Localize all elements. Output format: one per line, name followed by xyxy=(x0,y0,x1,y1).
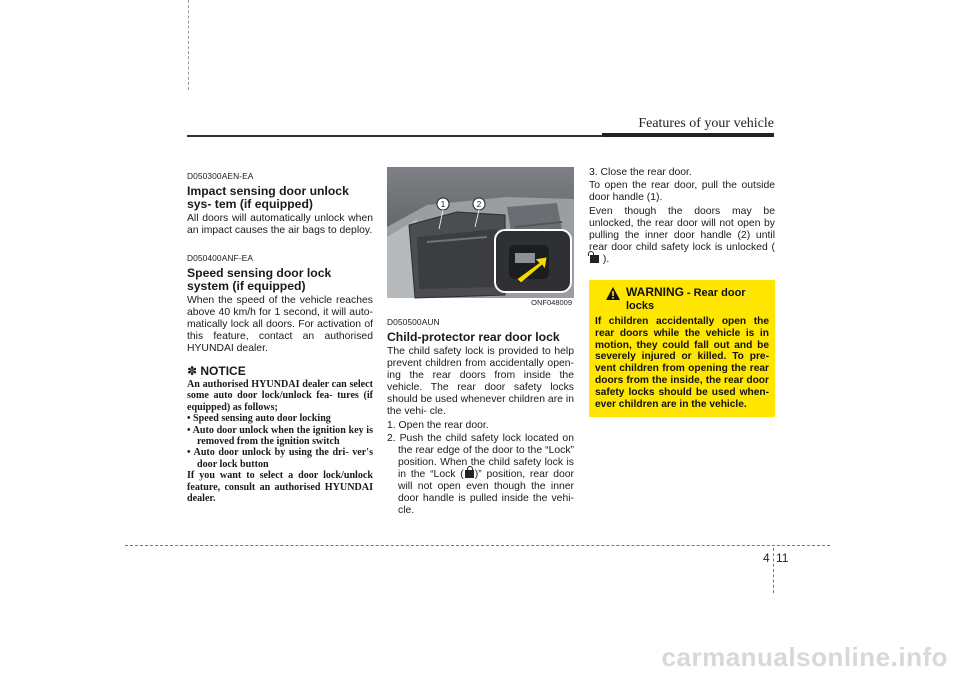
warning-header xyxy=(595,286,769,313)
step-1: 1. Open the rear door. xyxy=(387,420,489,431)
callout-number-2: 2 xyxy=(476,200,482,209)
section-body: The child safety lock is provided to help prevent children from accidentally open- ing the rear doors from inside the vehicle. The rear door safety locks should be used whenever children are in the vehi- cle. xyxy=(387,346,574,417)
warning-triangle-icon xyxy=(605,286,621,301)
rear-door-figure xyxy=(387,167,574,307)
section-heading: Impact sensing door unlock sys- tem (if equipped) xyxy=(187,184,349,211)
page-number: 11 xyxy=(776,551,789,565)
figure-caption: ONF048009 xyxy=(531,298,572,307)
step-3: 3. Close the rear door. xyxy=(589,167,692,178)
notice-body xyxy=(187,379,373,504)
notice-title: ✽ NOTICE xyxy=(187,364,246,378)
column-right xyxy=(589,167,775,417)
step-2-text-a: 2. Push the child safety lock located on the rear edge of the door to the “Lock” position. When the child safety lock is in the “Lock ( xyxy=(387,433,574,480)
notice-bullet: • Speed sensing auto door locking xyxy=(187,413,331,425)
page-number-separator xyxy=(773,548,774,593)
notice-bullet: • Auto door unlock when the ignition key is removed from the ignition switch xyxy=(187,424,373,448)
step-2 xyxy=(387,433,574,517)
notice-bullet: • Auto door unlock by using the dri- ver's door lock button xyxy=(187,447,373,470)
body-paragraph: To open the rear door, pull the outside door handle (1). xyxy=(589,180,775,203)
rear-door-illustration xyxy=(387,167,574,298)
column-middle xyxy=(387,167,574,518)
section-heading: Child-protector rear door lock xyxy=(387,330,560,344)
lock-icon xyxy=(465,470,474,478)
callout-number-1: 1 xyxy=(440,200,446,209)
column-left xyxy=(187,170,373,504)
warning-box xyxy=(589,280,775,417)
margin-guide xyxy=(188,0,189,90)
section-body: When the speed of the vehicle reaches above 40 km/h for 1 second, it will auto- matically lock all doors. For activation of this feature, contact an authorised HYUNDAI dealer. xyxy=(187,295,373,354)
warning-subtitle: - Rear door locks xyxy=(626,287,746,312)
section-code: D050500AUN xyxy=(387,317,440,327)
section-title: Features of your vehicle xyxy=(638,116,774,131)
chapter-number: 4 xyxy=(763,551,770,565)
section-code: D050400ANF-EA xyxy=(187,253,254,263)
section-heading: Speed sensing door lock system (if equipped) xyxy=(187,266,332,293)
steps-list-continued xyxy=(589,167,775,179)
paragraph-text-a: Even though the doors may be unlocked, the rear door will not open by pulling the inner door handle (2) until rear door child safety lock is unlocked ( xyxy=(589,206,775,253)
unlock-icon xyxy=(590,255,599,263)
steps-list xyxy=(387,420,574,517)
notice-intro: An authorised HYUNDAI dealer can select some auto door lock/unlock fea- tures (if equipped) as follows; xyxy=(187,379,373,413)
watermark-logo: carmanualsonline.info xyxy=(661,642,948,672)
section-body: All doors will automatically unlock when an impact causes the air bags to deploy. xyxy=(187,213,373,236)
body-paragraph xyxy=(589,206,775,266)
step-2-text-b: )” position, rear door will not open even though the inner door handle is pulled inside the vehi- cle. xyxy=(398,469,574,516)
notice-outro: If you want to select a door lock/unlock feature, consult an authorised HYUNDAI dealer. xyxy=(187,470,373,505)
warning-label: WARNING xyxy=(626,285,684,299)
paragraph-text-b: ). xyxy=(602,254,610,265)
section-code: D050300AEN-EA xyxy=(187,171,254,181)
footer-rule xyxy=(125,545,830,546)
warning-body: If children accidentally open the rear doors while the vehicle is in motion, they could fall out and be severely injured or killed. To pre- vent children from opening the rear doors from the inside, the rear door safety locks should be used when- ever children are in the vehicle. xyxy=(595,316,769,410)
header-rule-accent xyxy=(602,133,774,137)
